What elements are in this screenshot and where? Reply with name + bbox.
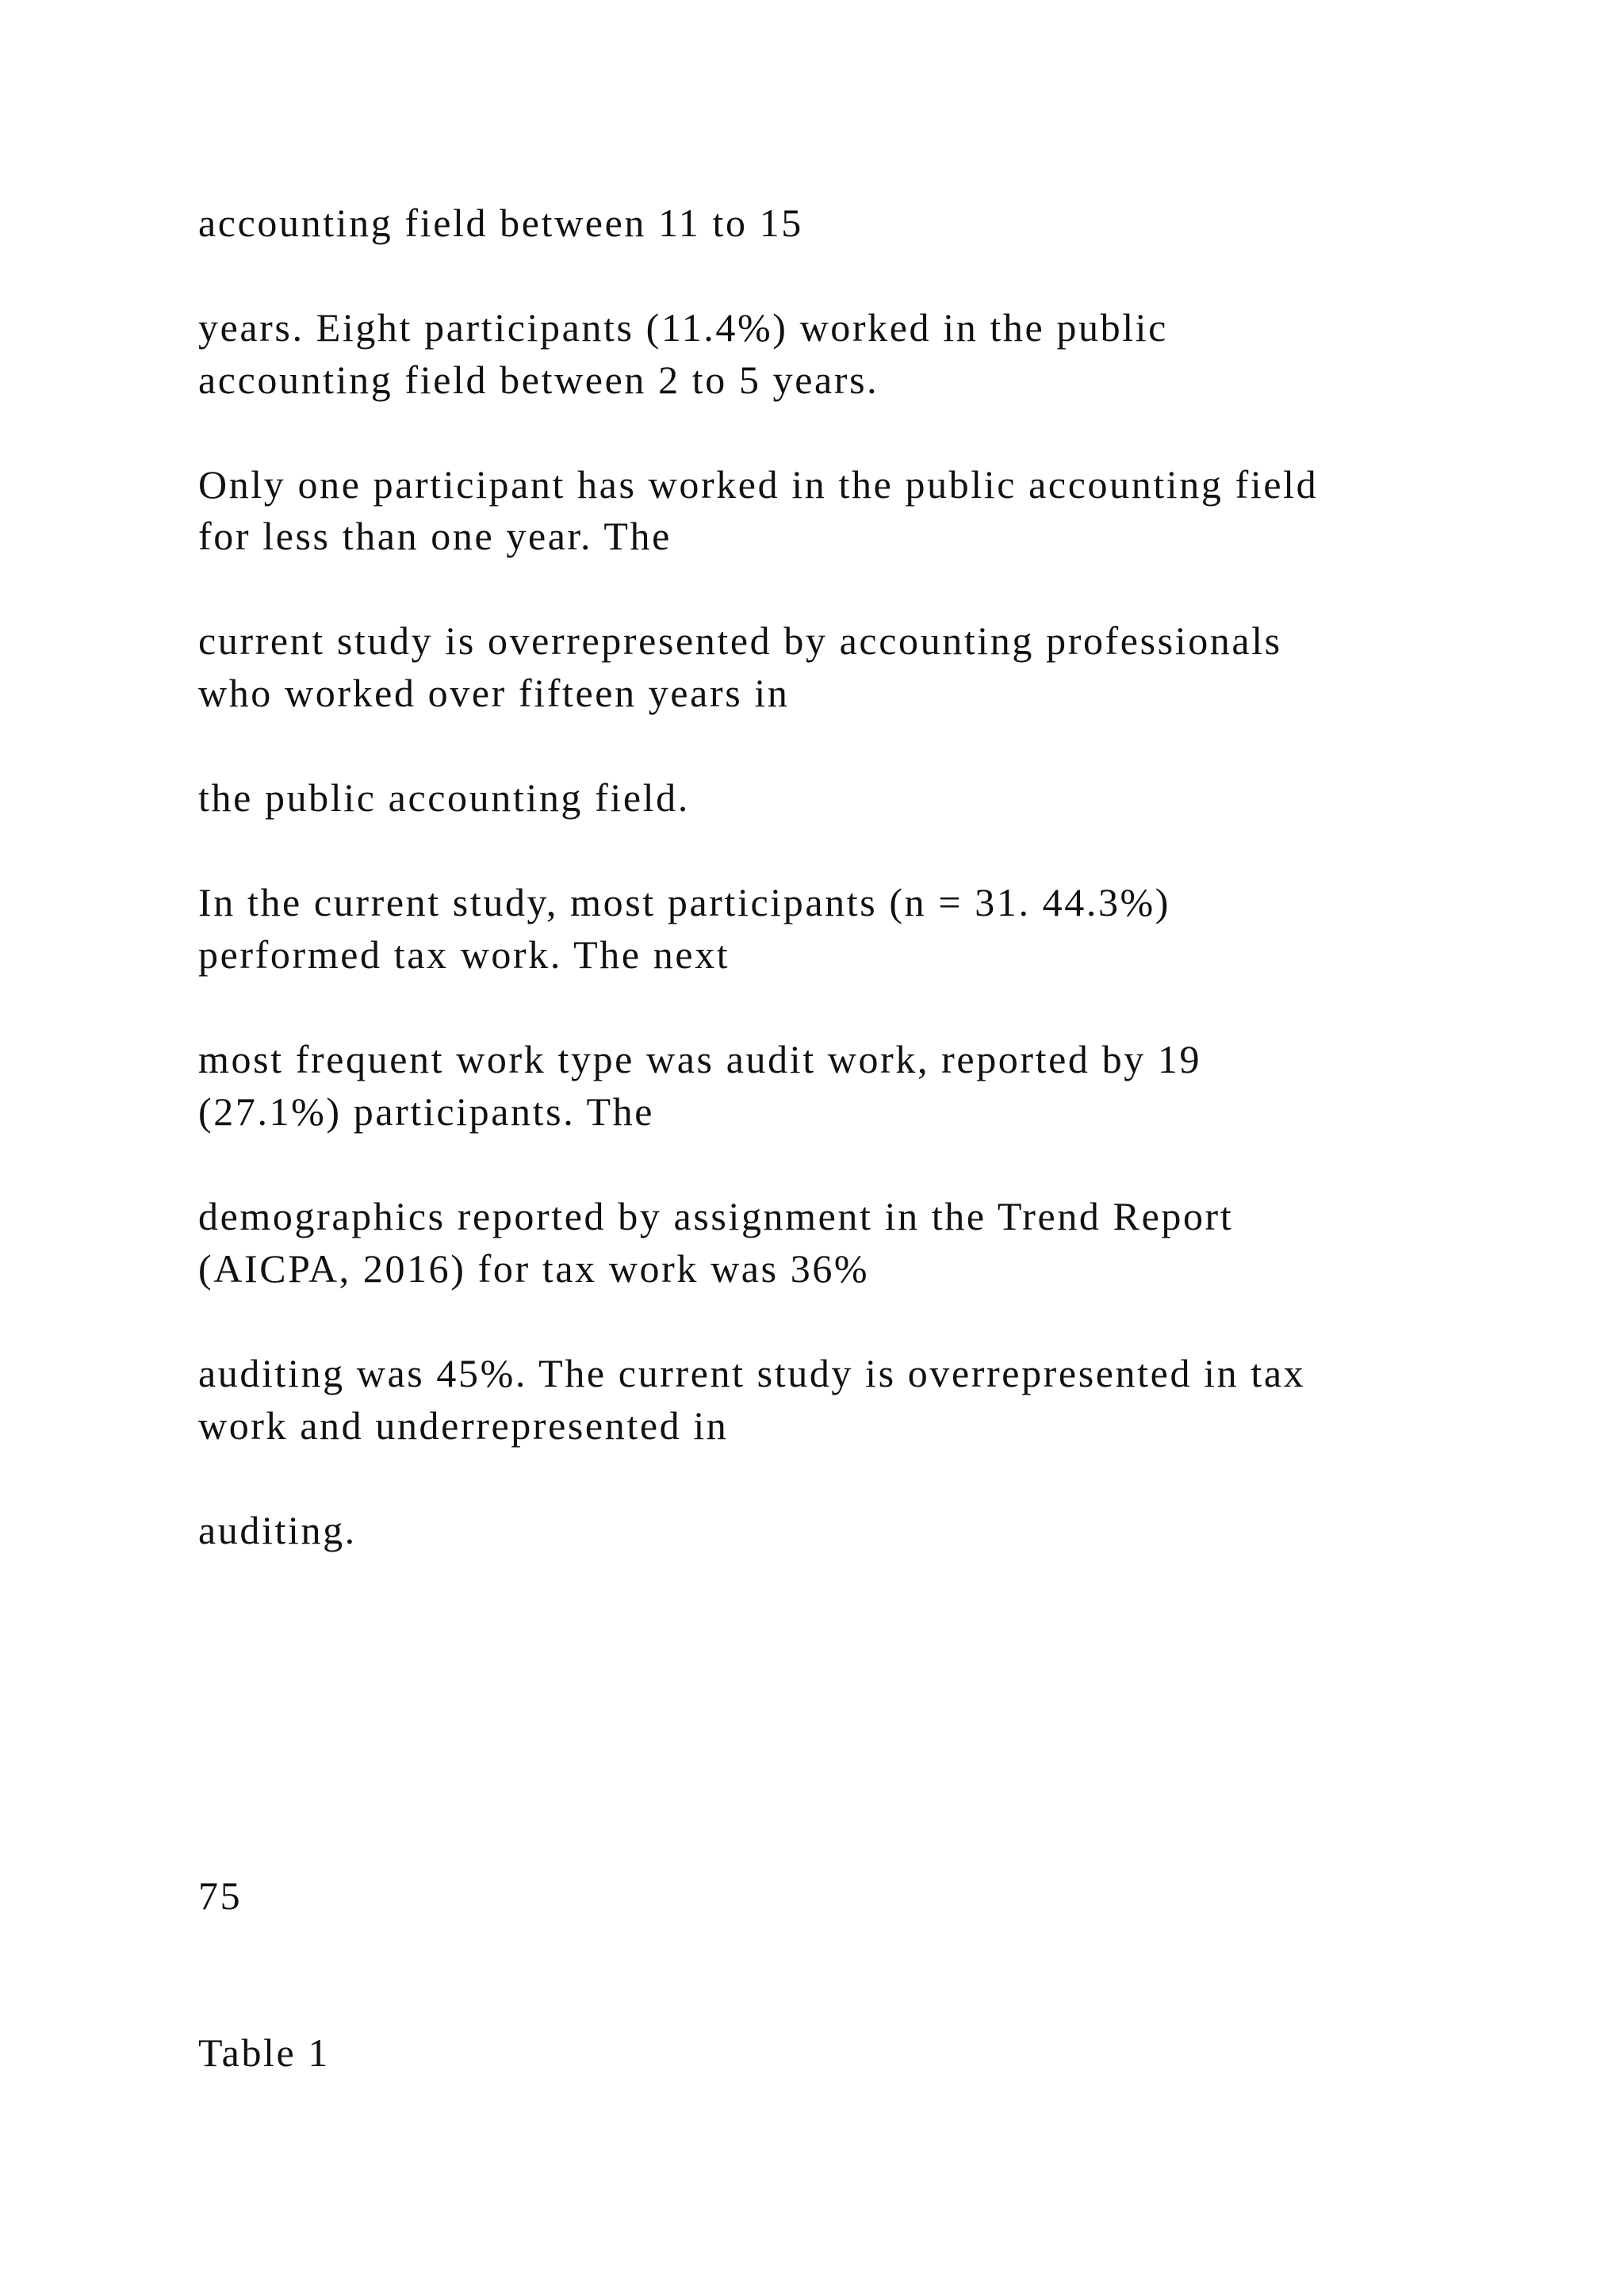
paragraph-3-line-1: Only one participant has worked in the public accounting field [198,462,1319,507]
table-label: Table 1 [198,2030,331,2075]
paragraph-7-line-1: most frequent work type was audit work, reported by 19 [198,1037,1202,1081]
paragraph-2-line-2: accounting field between 2 to 5 years. [198,358,879,402]
page-number: 75 [198,1873,243,1918]
paragraph-8-line-1: demographics reported by assignment in the Trend Report [198,1194,1234,1238]
paragraph-6-line-1: In the current study, most participants (n = 31. 44.3%) [198,880,1171,924]
paragraph-6-line-2: performed tax work. The next [198,932,730,977]
paragraph-3-line-2: for less than one year. The [198,514,672,558]
paragraph-8-line-2: (AICPA, 2016) for tax work was 36% [198,1246,870,1291]
paragraph-2-line-1: years. Eight participants (11.4%) worked in the public [198,305,1168,350]
paragraph-1-line-1: accounting field between 11 to 15 [198,201,803,245]
paragraph-4-line-1: current study is overrepresented by accounting professionals [198,618,1282,663]
paragraph-4-line-2: who worked over fifteen years in [198,671,790,715]
paragraph-9-line-2: work and underrepresented in [198,1403,729,1448]
paragraph-5-line-1: the public accounting field. [198,775,690,820]
paragraph-10-line-1: auditing. [198,1508,357,1552]
paragraph-7-line-2: (27.1%) participants. The [198,1089,655,1134]
paragraph-9-line-1: auditing was 45%. The current study is overrepresented in tax [198,1351,1306,1395]
